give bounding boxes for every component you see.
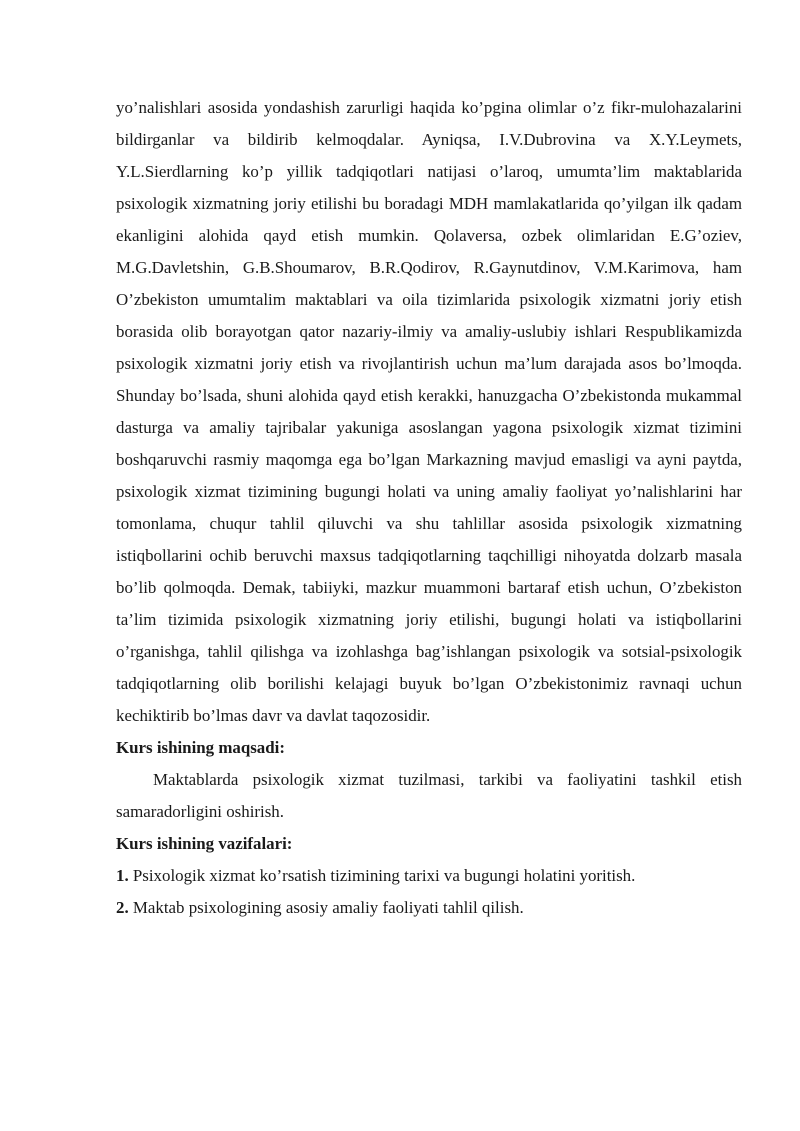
- task-item-2: [116, 892, 742, 924]
- document-page: [116, 92, 742, 924]
- task-number: 1.: [116, 866, 129, 885]
- tasks-heading: Kurs ishining vazifalari:: [116, 834, 293, 853]
- task-number: 2.: [116, 898, 129, 917]
- task-text: Psixologik xizmat ko’rsatish tizimining tarixi va bugungi holatini yoritish.: [128, 866, 636, 885]
- task-item-1: [116, 860, 742, 892]
- goal-text: Maktablarda psixologik xizmat tuzilmasi, tarkibi va faoliyatini tashkil etish samaradorligini oshirish.: [116, 770, 742, 821]
- intro-paragraph: yo’nalishlari asosida yondashish zarurligi haqida ko’pgina olimlar o’z fikr-mulohazalarini bildirganlar va bildirib kelmoqdalar. Ayniqsa, I.V.Dubrovina va X.Y.Leymets, Y.L.Sierdlarning ko’p yillik tadqiqotlari natijasi o’laroq, umumta’lim maktablarida psixologik xizmatning joriy etilishi bu boradagi MDH mamlakatlarida qo’yilgan ilk qadam ekanligini alohida qayd etish mumkin. Qolaversa, ozbek olimlaridan E.G’oziev, M.G.Davletshin, G.B.Shoumarov, B.R.Qodirov, R.Gaynutdinov, V.M.Karimova, ham O’zbekiston umumtalim maktablari va oila tizimlarida psixologik xizmatni joriy etish borasida olib borayotgan qator nazariy-ilmiy va amaliy-uslubiy ishlari Respublikamizda psixologik xizmatni joriy etish va rivojlantirish uchun ma’lum darajada asos bo’lmoqda. Shunday bo’lsada, shuni alohida qayd etish kerakki, hanuzgacha O’zbekistonda mukammal dasturga va amaliy tajribalar yakuniga asoslangan yagona psixologik xizmat tizimini boshqaruvchi rasmiy maqomga ega bo’lgan Markazning mavjud emasligi va ayni paytda, psixologik xizmat tizimining bugungi holati va uning amaliy faoliyat yo’nalishlarini har tomonlama, chuqur tahlil qiluvchi va shu tahlillar asosida psixologik xizmatning istiqbollarini ochib beruvchi maxsus tadqiqotlarning taqchilligi nihoyatda dolzarb masala bo’lib qolmoqda. Demak, tabiiyki, mazkur muammoni bartaraf etish uchun, O’zbekiston ta’lim tizimida psixologik xizmatning joriy etilishi, bugungi holati va istiqbollarini o’rganishga, tahlil qilishga va izohlashga bag’ishlangan psixologik va sotsial-psixologik tadqiqotlarning olib borilishi kelajagi buyuk bo’lgan O’zbekistonimiz ravnaqi uchun kechiktirib bo’lmas davr va davlat taqozosidir.: [116, 98, 742, 725]
- task-text: Maktab psixologining asosiy amaliy faoliyati tahlil qilish.: [128, 898, 524, 917]
- goal-heading: Kurs ishining maqsadi:: [116, 738, 285, 757]
